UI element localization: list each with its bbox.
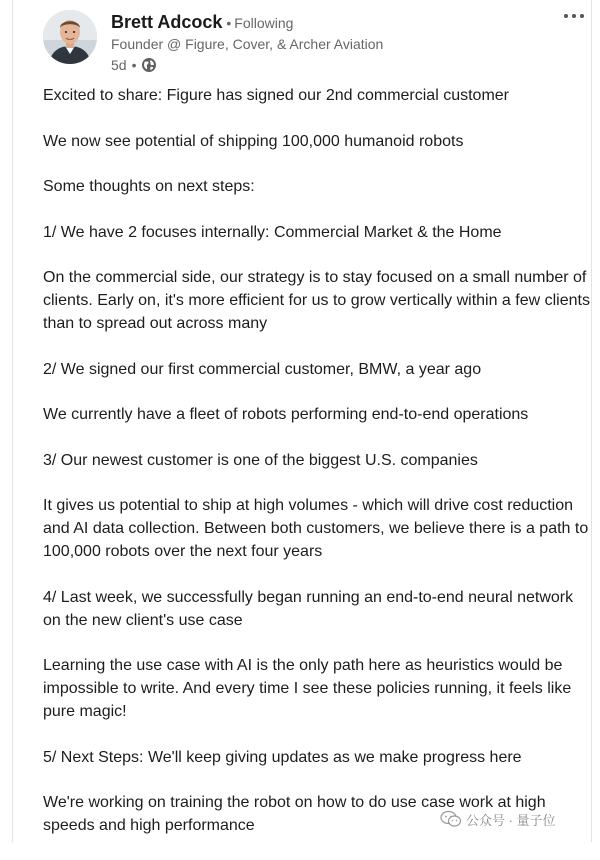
post-paragraph: 2/ We signed our first commercial customer, BMW, a year ago: [43, 360, 482, 378]
post-paragraph: We now see potential of shipping 100,000 humanoid robots: [43, 132, 464, 150]
wechat-icon: [440, 810, 462, 828]
post-paragraph: 1/ We have 2 focuses internally: Commercial Market & the Home: [43, 223, 502, 241]
author-headline: Founder @ Figure, Cover, & Archer Aviation: [111, 36, 384, 52]
watermark-text: 公众号 · 量子位: [466, 812, 556, 828]
author-avatar[interactable]: [43, 10, 97, 64]
post-time[interactable]: 5d: [111, 57, 127, 73]
post-paragraph: 3/ Our newest customer is one of the biggest U.S. companies: [43, 451, 478, 469]
globe-icon: [141, 57, 157, 73]
post-paragraph: 4/ Last week, we successfully began running an end-to-end neural network on the new client's use case: [43, 588, 574, 629]
post-paragraph: 5/ Next Steps: We'll keep giving updates as we make progress here: [43, 748, 522, 766]
post-card: [12, 0, 592, 842]
watermark: [440, 808, 556, 830]
more-dots-icon: [561, 8, 587, 24]
author-name[interactable]: Brett Adcock: [111, 12, 223, 32]
more-options-button[interactable]: [561, 8, 587, 24]
post-paragraph: Excited to share: Figure has signed our 2nd commercial customer: [43, 87, 509, 104]
post-paragraph: We're working on training the robot on how to do use case work at high speeds and high performance: [43, 794, 546, 834]
post-paragraph: It gives us potential to ship at high volumes - which will drive cost reduction and AI data collection. Between both customers, we believe there is a path to 100,000 robots over the next four years: [43, 497, 589, 560]
avatar-photo: [43, 10, 97, 64]
post-paragraph: We currently have a fleet of robots performing end-to-end operations: [43, 406, 529, 423]
author-name-row: [111, 12, 293, 34]
name-separator: •: [226, 15, 232, 31]
post-paragraph: Some thoughts on next steps:: [43, 178, 255, 195]
meta-separator: •: [131, 57, 137, 73]
post-paragraph: Learning the use case with AI is the only path here as heuristics would be impossible to write. And every time I see these policies running, it feels like pure magic!: [43, 657, 572, 720]
post-body: [43, 84, 593, 860]
follow-status[interactable]: Following: [234, 15, 294, 31]
post-meta: [111, 56, 157, 74]
post-paragraph: On the commercial side, our strategy is to stay focused on a small number of clients. Early on, it's more efficient for us to grow vertically within a few clients than to spread out across many: [43, 269, 590, 332]
